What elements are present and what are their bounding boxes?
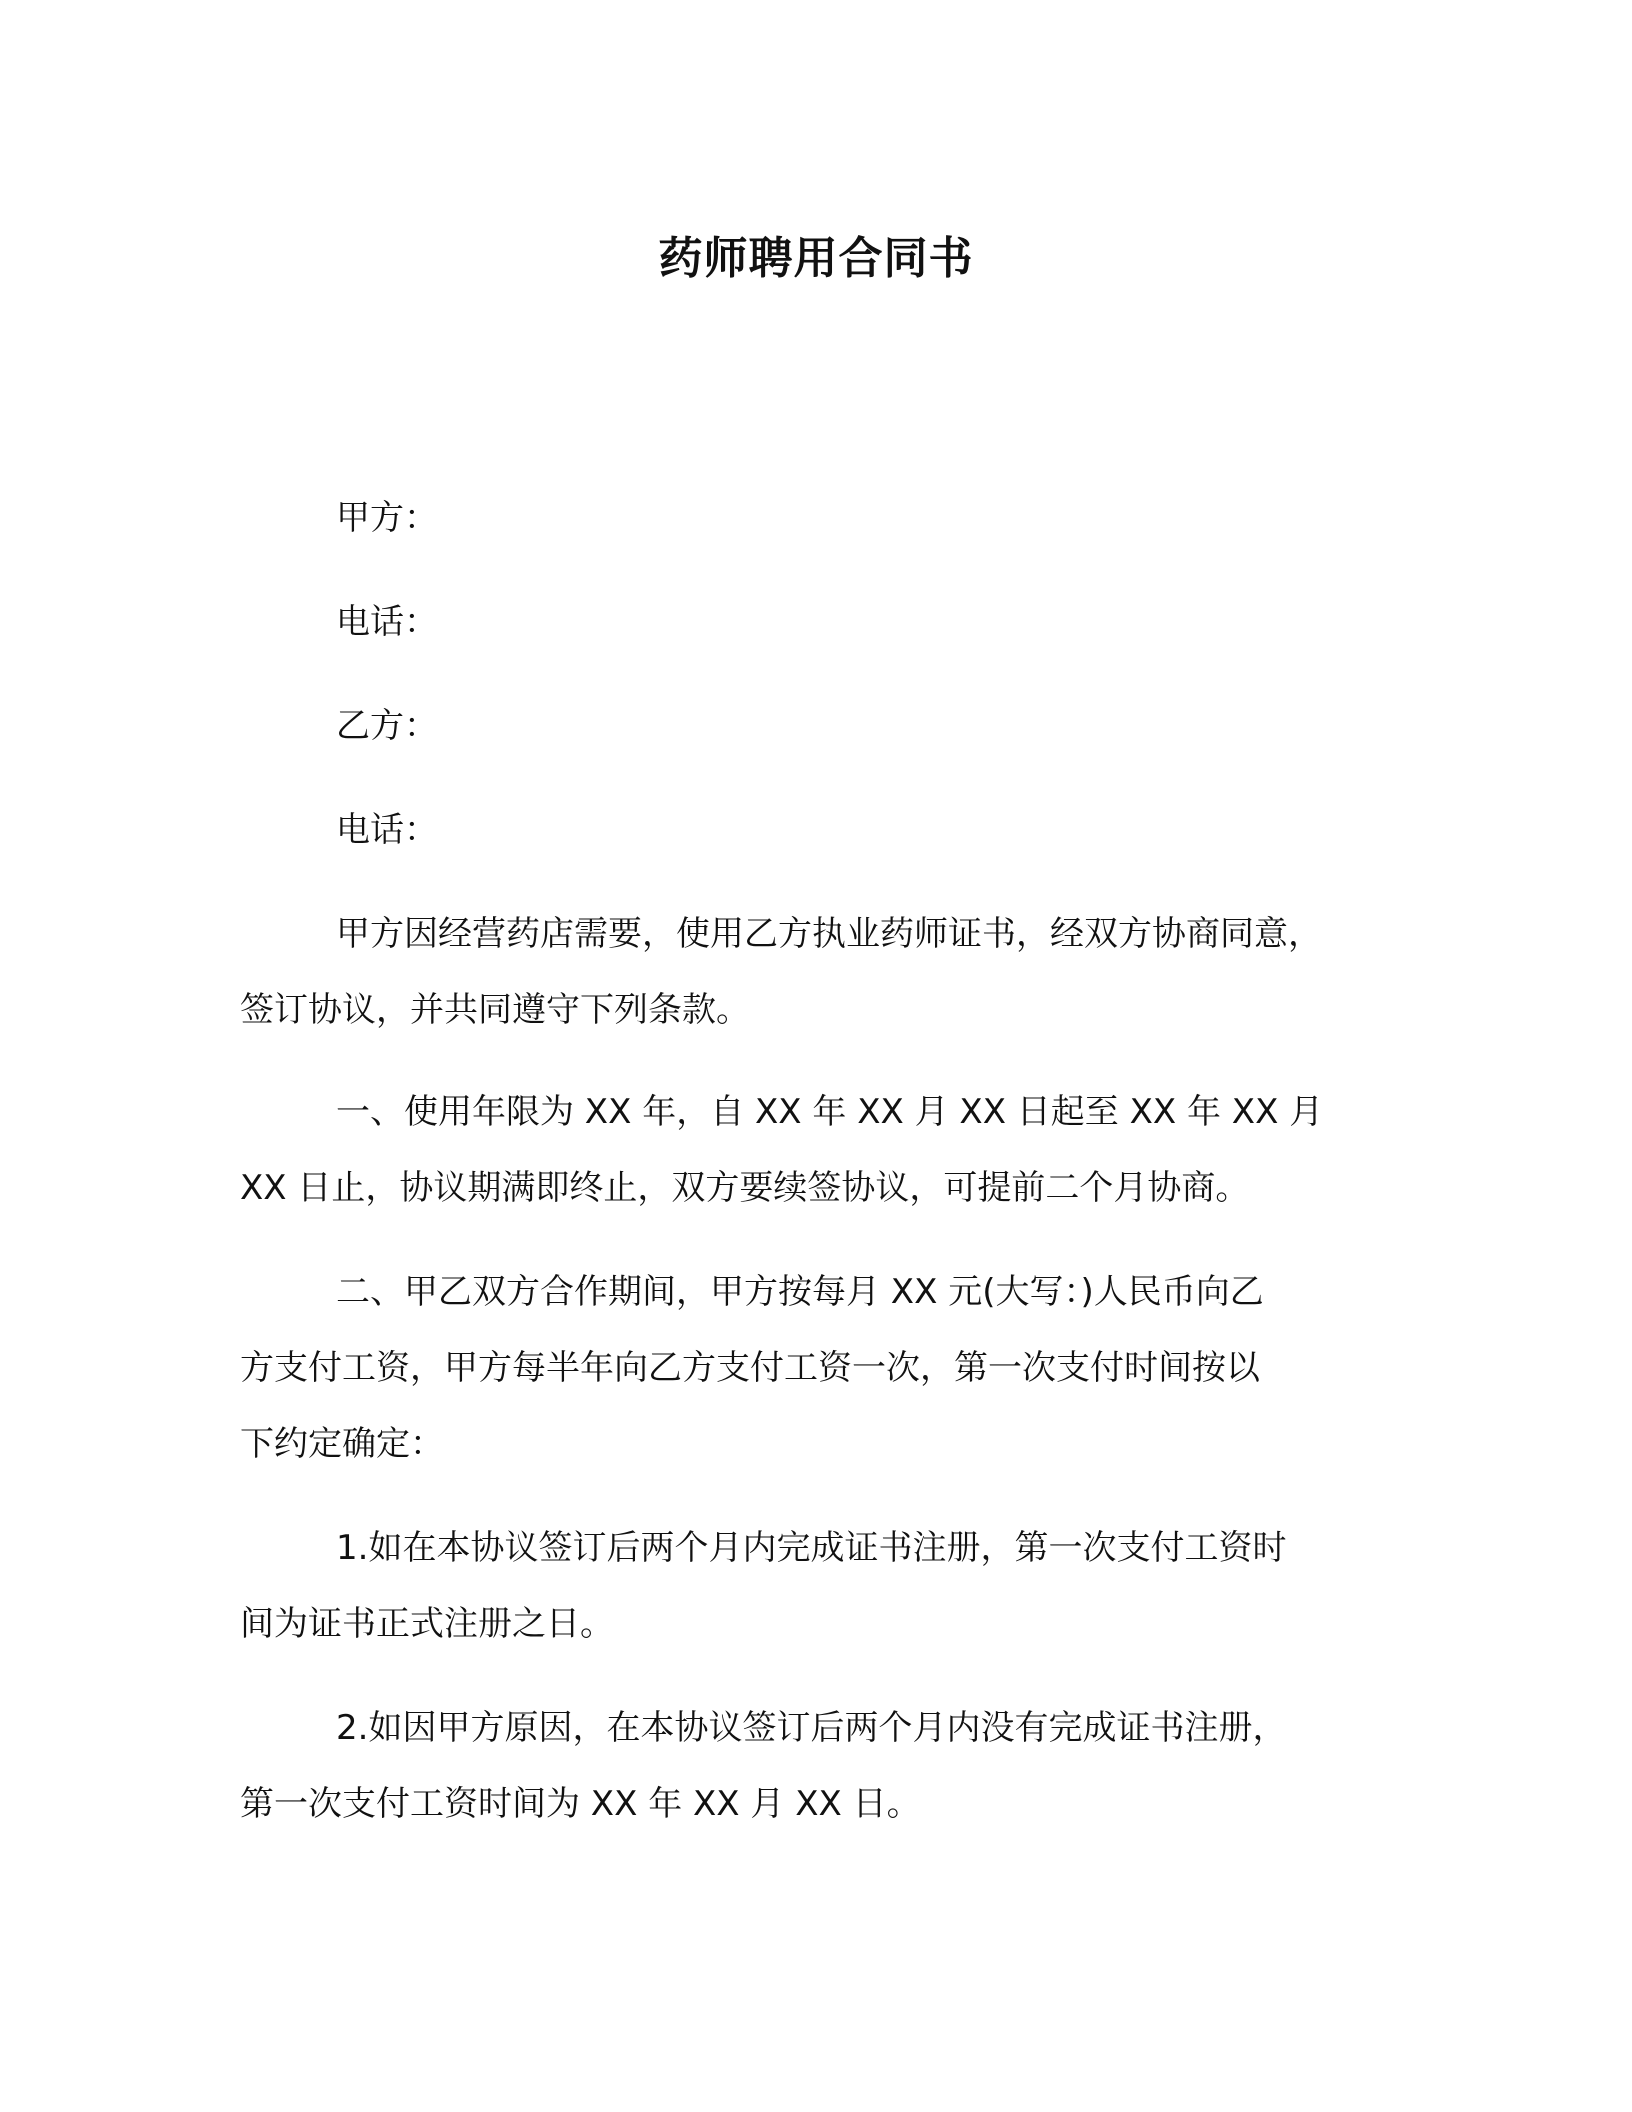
item-1-line-1: 1.如在本协议签订后两个月内完成证书注册，第一次支付工资时 (336, 1528, 1287, 1568)
document-title: 药师聘用合同书 (658, 233, 974, 284)
clause-1-line-1: 一、使用年限为 XX 年，自 XX 年 XX 月 XX 日起至 XX 年 XX 月 (336, 1092, 1324, 1132)
clause-2-line-1: 二、甲乙双方合作期间，甲方按每月 XX 元(大写：)人民币向乙 (336, 1272, 1264, 1312)
clause-1-line-2: XX 日止，协议期满即终止，双方要续签协议，可提前二个月协商。 (240, 1168, 1250, 1208)
item-1-line-2: 间为证书正式注册之日。 (240, 1604, 614, 1644)
clause-2-line-2: 方支付工资，甲方每半年向乙方支付工资一次，第一次支付时间按以 (240, 1348, 1260, 1388)
intro-paragraph-line-1: 甲方因经营药店需要，使用乙方执业药师证书，经双方协商同意， (336, 914, 1322, 954)
intro-paragraph-line-2: 签订协议，并共同遵守下列条款。 (240, 990, 750, 1030)
party-a-field: 甲方： (336, 498, 438, 538)
party-b-field: 乙方： (336, 706, 438, 746)
item-2-line-2: 第一次支付工资时间为 XX 年 XX 月 XX 日。 (240, 1784, 921, 1824)
phone-a-field: 电话： (336, 602, 438, 642)
item-2-line-1: 2.如因甲方原因，在本协议签订后两个月内没有完成证书注册， (336, 1708, 1287, 1748)
clause-2-line-3: 下约定确定： (240, 1424, 444, 1464)
phone-b-field: 电话： (336, 810, 438, 850)
